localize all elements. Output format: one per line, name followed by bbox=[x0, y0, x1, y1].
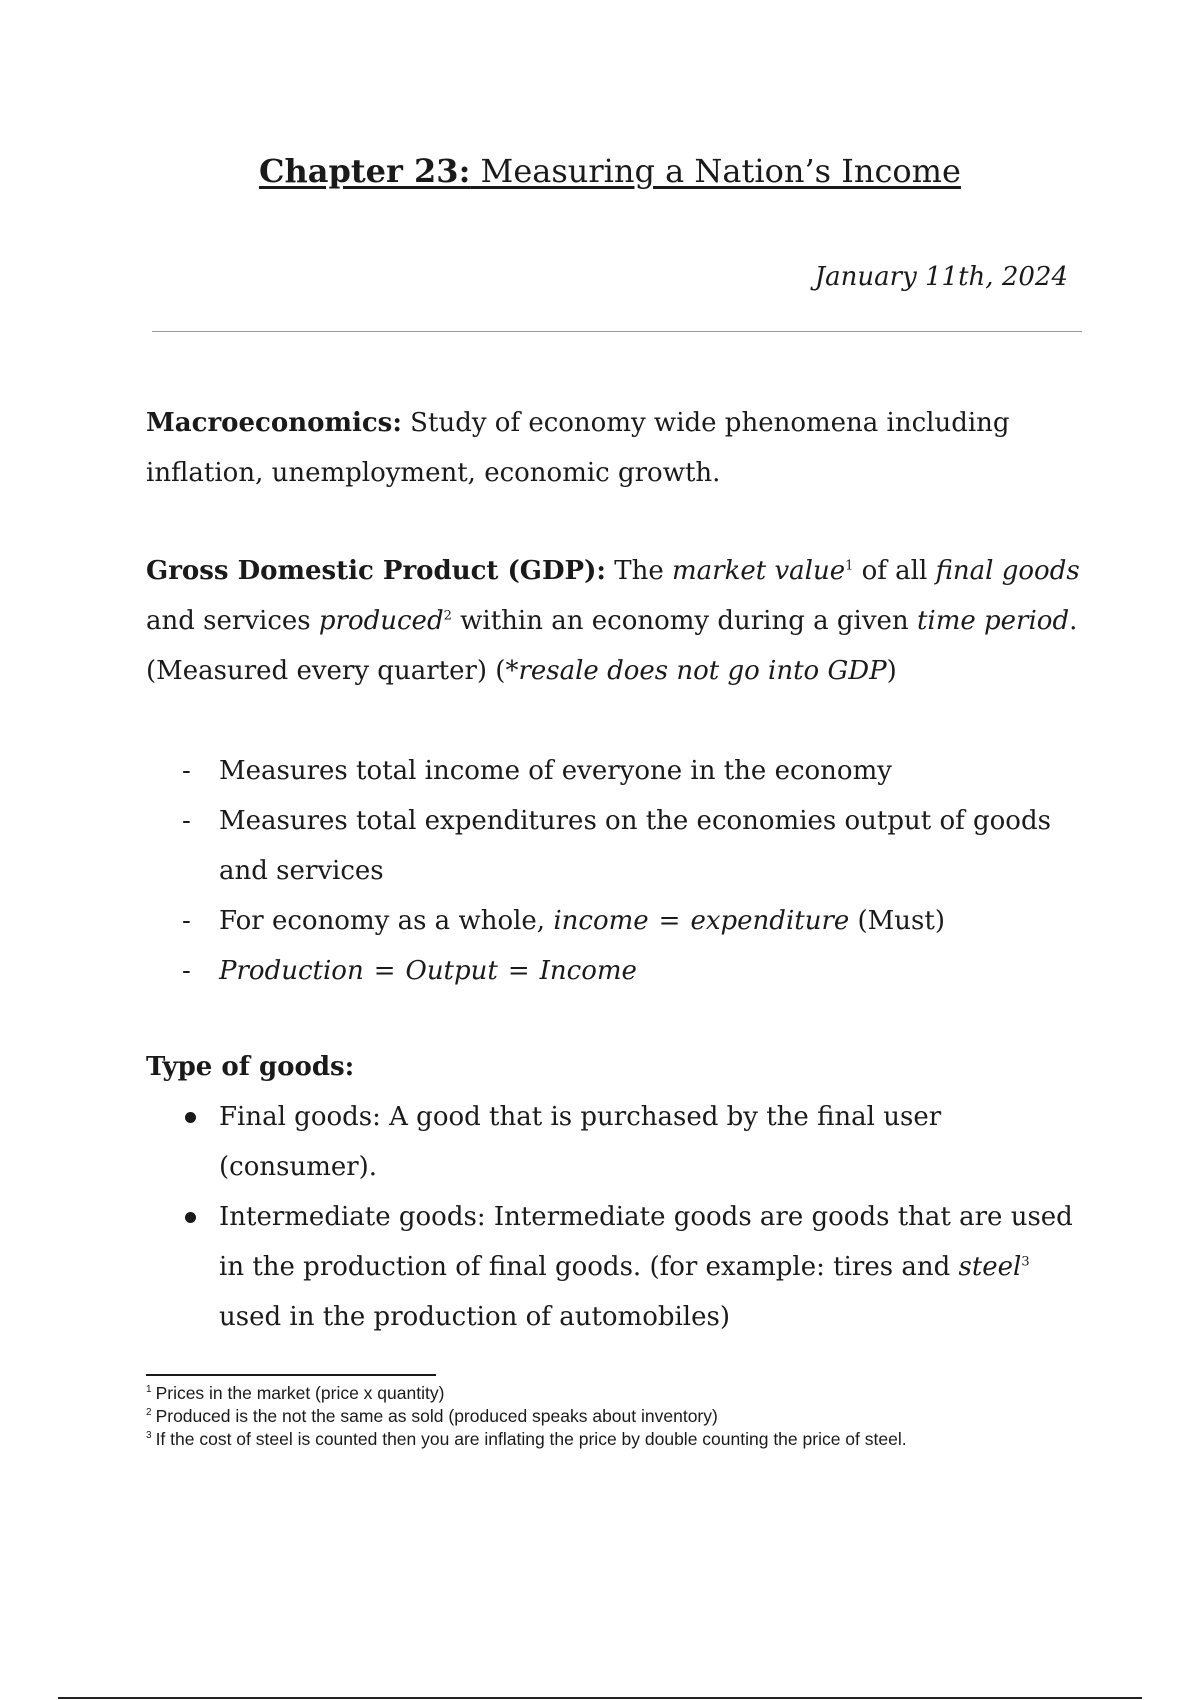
math-income-2: Income bbox=[539, 956, 637, 986]
footnote-mark: 2 bbox=[146, 1407, 152, 1419]
macroeconomics-text: Study of economy wide phenomena including inflation, unemployment, economic growth. bbox=[146, 408, 1010, 488]
macroeconomics-term: Macroeconomics: bbox=[146, 408, 402, 438]
gdp-point-prefix: For economy as a whole, bbox=[219, 906, 554, 936]
footnote-2 bbox=[146, 1405, 1146, 1428]
goods-heading: Type of goods: bbox=[146, 1052, 355, 1082]
title-chapter: Chapter 23: bbox=[259, 152, 471, 190]
gdp-final-goods: final goods bbox=[935, 556, 1080, 586]
bullet-dot-icon bbox=[185, 1112, 196, 1123]
gdp-market-value: market value bbox=[672, 556, 846, 586]
header-divider bbox=[152, 331, 1082, 332]
footnote-text: Produced is the not the same as sold (produced speaks about inventory) bbox=[155, 1406, 718, 1426]
math-production: Production bbox=[219, 956, 364, 986]
gdp-point-suffix: (Must) bbox=[849, 906, 945, 936]
list-item bbox=[146, 946, 1086, 996]
dash-marker: - bbox=[182, 806, 191, 836]
list-item bbox=[146, 746, 1086, 796]
footnote-ref-2[interactable]: 2 bbox=[443, 608, 452, 624]
list-item bbox=[146, 796, 1086, 896]
title-text: Measuring a Nation’s Income bbox=[470, 152, 961, 190]
dash-marker: - bbox=[182, 906, 191, 936]
gdp-text-1: The bbox=[606, 556, 673, 586]
footnote-ref-3[interactable]: 3 bbox=[1021, 1254, 1030, 1270]
intermediate-goods-text-2: used in the production of automobiles) bbox=[219, 1302, 730, 1332]
gdp-text-2: of all bbox=[853, 556, 936, 586]
steel-term: steel bbox=[958, 1252, 1022, 1282]
dash-marker: - bbox=[182, 956, 191, 986]
gdp-text-4: within an economy during a given bbox=[451, 606, 917, 636]
gdp-produced: produced bbox=[318, 606, 444, 636]
math-equals: = bbox=[507, 956, 530, 986]
gdp-abbr: (GDP): bbox=[498, 556, 606, 586]
list-item bbox=[146, 896, 1086, 946]
footnote-3 bbox=[146, 1428, 1146, 1451]
math-equals: = bbox=[658, 906, 681, 936]
page-title bbox=[0, 150, 1200, 192]
final-goods-text: Final goods: A good that is purchased by the final user (consumer). bbox=[219, 1102, 942, 1182]
gdp-text-6: ) bbox=[886, 656, 897, 686]
gdp-term: Gross Domestic Product bbox=[146, 556, 499, 586]
dash-marker: - bbox=[182, 756, 191, 786]
gdp-text-3: and services bbox=[146, 606, 319, 636]
math-output: Output bbox=[405, 956, 498, 986]
document-date: January 11th, 2024 bbox=[814, 262, 1068, 292]
footnote-ref-1[interactable]: 1 bbox=[845, 558, 854, 574]
math-income: income bbox=[553, 906, 649, 936]
gdp-point-text: Measures total expenditures on the economies output of goods and services bbox=[219, 806, 1051, 886]
list-item bbox=[146, 1092, 1086, 1192]
list-item bbox=[146, 1192, 1086, 1342]
goods-list bbox=[146, 1092, 1086, 1342]
footnote-divider bbox=[146, 1374, 436, 1376]
gdp-definition bbox=[146, 546, 1086, 696]
gdp-point-text: Measures total income of everyone in the economy bbox=[219, 756, 892, 786]
footnote-mark: 1 bbox=[146, 1384, 152, 1396]
footnote-text: If the cost of steel is counted then you are inflating the price by double counting the price of steel. bbox=[155, 1429, 907, 1449]
math-equals: = bbox=[373, 956, 396, 986]
gdp-time-period: time period bbox=[916, 606, 1070, 636]
page-bottom-edge bbox=[58, 1697, 1142, 1699]
footnote-text: Prices in the market (price x quantity) bbox=[155, 1383, 445, 1403]
intermediate-goods-text: Intermediate goods: Intermediate goods are goods that are used in the production of final goods. (for example: tires and bbox=[219, 1202, 1073, 1282]
gdp-resale-note: *resale does not go into GDP bbox=[505, 656, 887, 686]
footnotes bbox=[146, 1382, 1146, 1451]
gdp-text-5: . (Measured every quarter) ( bbox=[146, 606, 1078, 686]
footnote-mark: 3 bbox=[146, 1430, 152, 1442]
math-expenditure: expenditure bbox=[690, 906, 850, 936]
bullet-dot-icon bbox=[185, 1212, 196, 1223]
footnote-1 bbox=[146, 1382, 1146, 1405]
macroeconomics-definition bbox=[146, 398, 1086, 498]
gdp-points-list bbox=[146, 746, 1086, 996]
